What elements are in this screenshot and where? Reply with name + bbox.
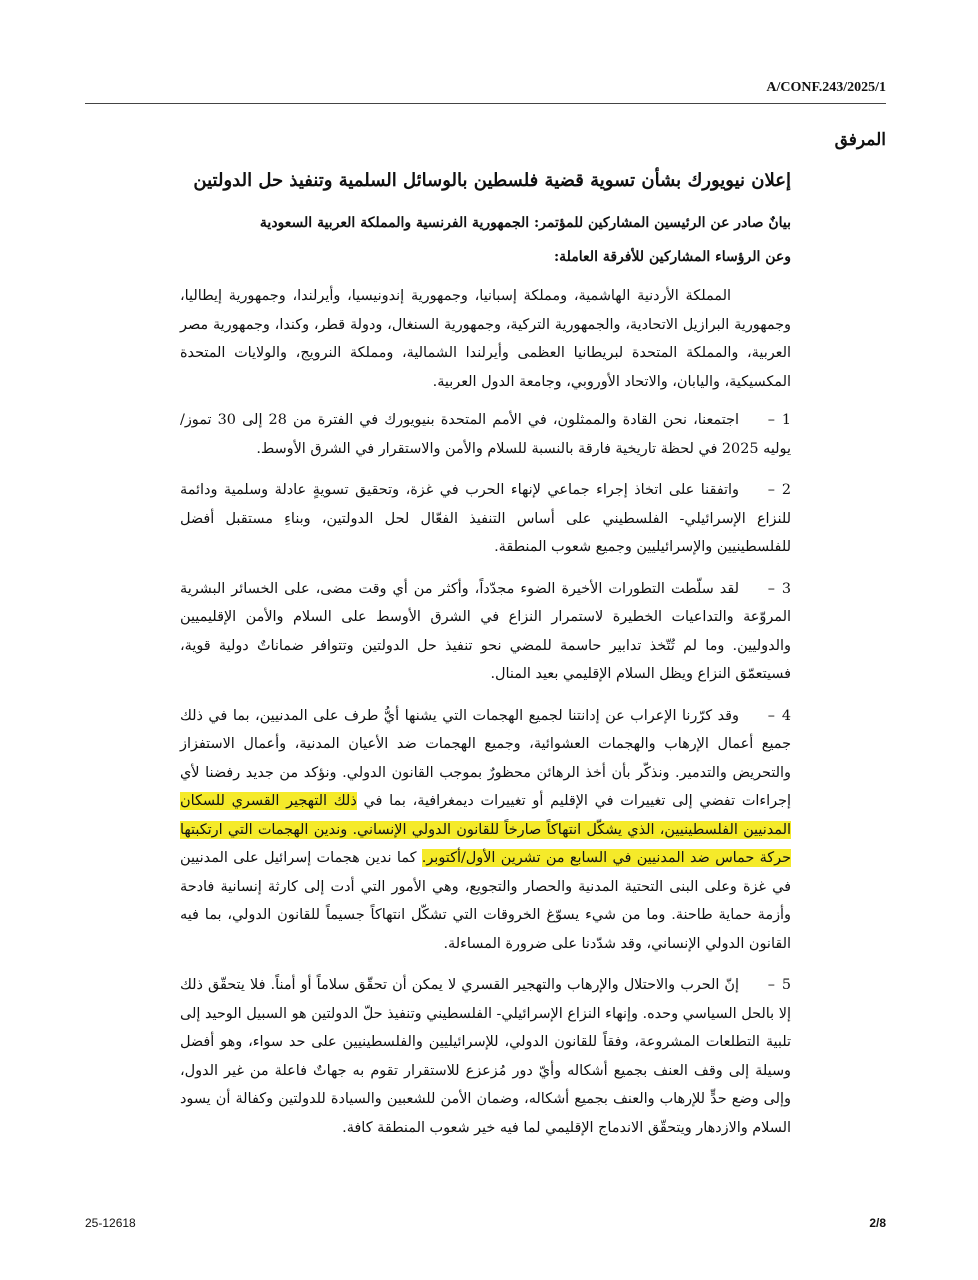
paragraph-dash: – — [767, 977, 775, 993]
paragraph-text: واتفقنا على اتخاذ إجراء جماعي لإنهاء الحرب في غزة، وتحقيق تسويةٍ عادلة وسلمية ودائمة للنزاع الإسرائيلي- الفلسطيني على أساس التنفيذ الفعّال لحل الدولتين، وبناءِ مستقبل أفضل للفلسطينيين والإسرائيليين وجميع شعوب المنطقة. — [180, 482, 791, 555]
document-number: 25-12618 — [85, 1216, 136, 1230]
paragraph-4 — [180, 702, 791, 959]
paragraph-dash: – — [767, 580, 775, 597]
annex-label: المرفق — [834, 130, 886, 150]
paragraph-5 — [180, 971, 791, 1142]
paragraph-dash: – — [767, 412, 775, 428]
document-body — [180, 120, 886, 1155]
paragraph-number: 5 — [781, 977, 791, 993]
paragraph-1 — [180, 406, 791, 463]
header-divider — [85, 103, 886, 104]
statement-line-1: بيانٌ صادر عن الرئيسين المشاركين للمؤتمر: الجمهورية الفرنسية والمملكة العربية السعودية — [259, 215, 791, 231]
paragraph-text: اجتمعنا، نحن القادة والممثلون، في الأمم المتحدة بنيويورك في الفترة من 28 إلى 30 تموز/يوليه 2025 في لحظة تاريخية فارقة بالنسبة للسلام والأمن والاستقرار في الشرق الأوسط. — [180, 412, 791, 457]
paragraph-3 — [180, 575, 791, 689]
paragraph-dash: – — [767, 482, 775, 498]
paragraph-2 — [180, 476, 791, 562]
paragraph-text: لقد سلّطت التطورات الأخيرة الضوء مجدّداً، وأكثر من أي وقت مضى، على الخسائر البشرية المروّعة والتداعيات الخطيرة لاستمرار النزاع في الشرق الأوسط على السلام والأمن الإقليميين والدوليين. وما لم تُتّخذ تدابير حاسمة للمضي نحو تنفيذ حل الدولتين وتتوافر ضماناتٌ دولية قوية، فسيتعمّق النزاع ويظل السلام الإقليمي بعيد المنال. — [180, 580, 791, 682]
paragraph-dash: – — [767, 707, 775, 724]
paragraph-number: 4 — [781, 707, 791, 724]
paragraph-text: إنّ الحرب والاحتلال والإرهاب والتهجير القسري لا يمكن أن تحقّق سلاماً أو أمناً. فلا يتحقّق ذلك إلا بالحل السياسي وحده. وإنهاء النزاع الإسرائيلي- الفلسطيني وتنفيذ حلّ الدولتين هو السبيل الوحيد إلى تلبية التطلعات المشروعة، وفقاً للقانون الدولي، للإسرائيليين والفلسطينيين على حد سواء، وهو أفضل وسيلة إلى وقف العنف بجميع أشكاله وأيّ دور مُزعزع للاستقرار تقوم به جهاتٌ فاعلة من غير الدول، وإلى وضع حدٍّ للإرهاب والعنف بجميع أشكاله، وضمان الأمن للشعبين والسيادة للدولتين وكفالة أن يسود السلام والازدهار ويتحقّق الاندماج الإقليمي لما فيه خير شعوب المنطقة كافة. — [180, 977, 791, 1136]
page-number: 2/8 — [869, 1216, 886, 1230]
paragraph-number: 1 — [781, 412, 791, 428]
highlighted-text: ذلك التهجير القسري للسكان المدنيين الفلسطينيين، الذي يشكّل انتهاكاً صارخاً للقانون الدولي الإنساني. وندين الهجمات التي ارتكبتها حركة حماس ضد المدنيين في السابع من تشرين الأول/أكتوبر. — [180, 793, 791, 866]
statement-line-2: وعن الرؤساء المشاركين للأفرقة العاملة: — [553, 249, 791, 265]
document-symbol: A/CONF.243/2025/1 — [766, 80, 886, 95]
paragraph-text-before-highlight: وقد كرّرنا الإعراب عن إدانتنا لجميع الهجمات التي يشنها أيُّ طرف على المدنيين، بما في ذلك جميع أعمال الإرهاب والهجمات العشوائية، وجميع الهجمات ضد الأعيان المدنية، وأعمال الاستفزاز والتحريض والتدمير. ونذكّر بأن أخذ الرهائن محظورٌ بموجب القانون الدولي. ونؤكد من جديد رفضنا لأي إجراءات تفضي إلى تغييرات في الإقليم أو تغييرات ديمغرافية، بما في — [180, 707, 791, 809]
paragraph-text-after-highlight: كما ندين هجمات إسرائيل على المدنيين في غزة وعلى البنى التحتية المدنية والحصار والتجويع، وهي الأمور التي أدت إلى كارثة إنسانية فادحة وأزمة حماية طاحنة. وما من شيء يسوّغ الخروقات التي تشكّل انتهاكاً جسيماً للقانون الدولي، بما فيه القانون الدولي الإنساني، وقد شدّدنا على ضرورة المساءلة. — [180, 850, 791, 952]
paragraph-number: 2 — [781, 482, 791, 498]
paragraph-number: 3 — [781, 580, 791, 597]
countries-list: المملكة الأردنية الهاشمية، ومملكة إسبانيا، وجمهورية إندونيسيا، وأيرلندا، وجمهورية إيطاليا، وجمهورية البرازيل الاتحادية، والجمهورية التركية، وجمهورية السنغال، ودولة قطر، وكندا، وجمهورية مصر العربية، والمملكة المتحدة لبريطانيا العظمى وأيرلندا الشمالية، ومملكة النرويج، والولايات المتحدة المكسيكية، واليابان، والاتحاد الأوروبي، وجامعة الدول العربية. — [180, 288, 791, 390]
declaration-title: إعلان نيويورك بشأن تسوية قضية فلسطين بالوسائل السلمية وتنفيذ حل الدولتين — [193, 170, 791, 191]
